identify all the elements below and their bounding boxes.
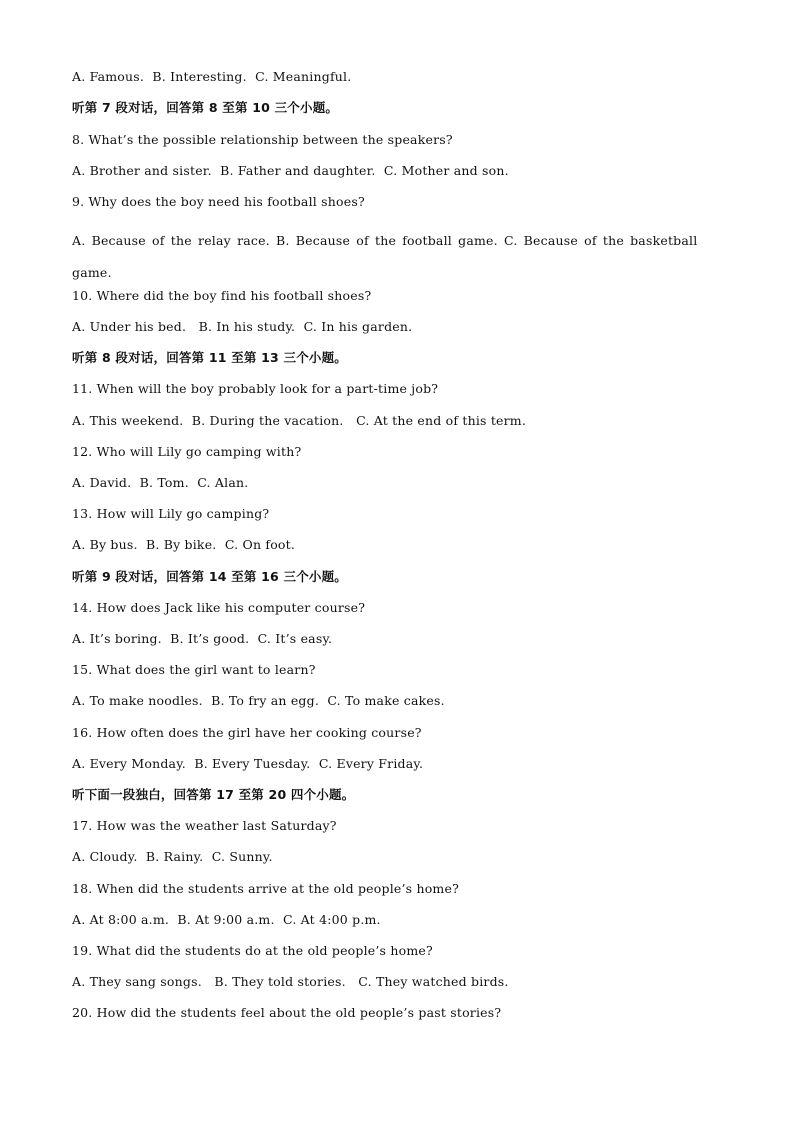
section-heading-dialogue-7: 听第 7 段对话，回答第 8 至第 10 三个小题。 [72, 100, 339, 115]
question-19: 19. What did the students do at the old people’s home? [72, 943, 433, 958]
answer-options-12: A. David. B. Tom. C. Alan. [72, 475, 249, 490]
answer-options-15: A. To make noodles. B. To fry an egg. C. To make cakes. [72, 693, 445, 708]
question-20: 20. How did the students feel about the old people’s past stories? [72, 1005, 502, 1020]
question-16: 16. How often does the girl have her cooking course? [72, 725, 422, 740]
section-heading-dialogue-9: 听第 9 段对话，回答第 14 至第 16 三个小题。 [72, 569, 347, 584]
question-12: 12. Who will Lily go camping with? [72, 444, 302, 459]
answer-options-14: A. It’s boring. B. It’s good. C. It’s easy. [72, 631, 333, 646]
answer-options-16: A. Every Monday. B. Every Tuesday. C. Every Friday. [72, 756, 424, 771]
question-11: 11. When will the boy probably look for a part-time job? [72, 381, 439, 396]
answer-options-11: A. This weekend. B. During the vacation. C. At the end of this term. [72, 413, 527, 428]
answer-options-18: A. At 8:00 a.m. B. At 9:00 a.m. C. At 4:00 p.m. [72, 912, 381, 927]
question-18: 18. When did the students arrive at the old people’s home? [72, 881, 459, 896]
answer-options-7: A. Famous. B. Interesting. C. Meaningful. [72, 69, 352, 84]
answer-options-19: A. They sang songs. B. They told stories. C. They watched birds. [72, 974, 509, 989]
answer-options-8: A. Brother and sister. B. Father and daughter. C. Mother and son. [72, 163, 509, 178]
section-heading-monologue: 听下面一段独白，回答第 17 至第 20 四个小题。 [72, 787, 355, 802]
answer-options-9: A. Because of the relay race. B. Because of the football game. C. Because of the basketball game. [72, 233, 698, 280]
question-8: 8. What’s the possible relationship between the speakers? [72, 132, 453, 147]
answer-options-10: A. Under his bed. B. In his study. C. In his garden. [72, 319, 413, 334]
question-14: 14. How does Jack like his computer course? [72, 600, 366, 615]
answer-options-13: A. By bus. B. By bike. C. On foot. [72, 537, 296, 552]
question-15: 15. What does the girl want to learn? [72, 662, 316, 677]
section-heading-dialogue-8: 听第 8 段对话，回答第 11 至第 13 三个小题。 [72, 350, 347, 365]
question-17: 17. How was the weather last Saturday? [72, 818, 337, 833]
question-9: 9. Why does the boy need his football shoes? [72, 194, 365, 209]
question-10: 10. Where did the boy find his football shoes? [72, 288, 372, 303]
answer-options-17: A. Cloudy. B. Rainy. C. Sunny. [72, 849, 273, 864]
question-13: 13. How will Lily go camping? [72, 506, 270, 521]
